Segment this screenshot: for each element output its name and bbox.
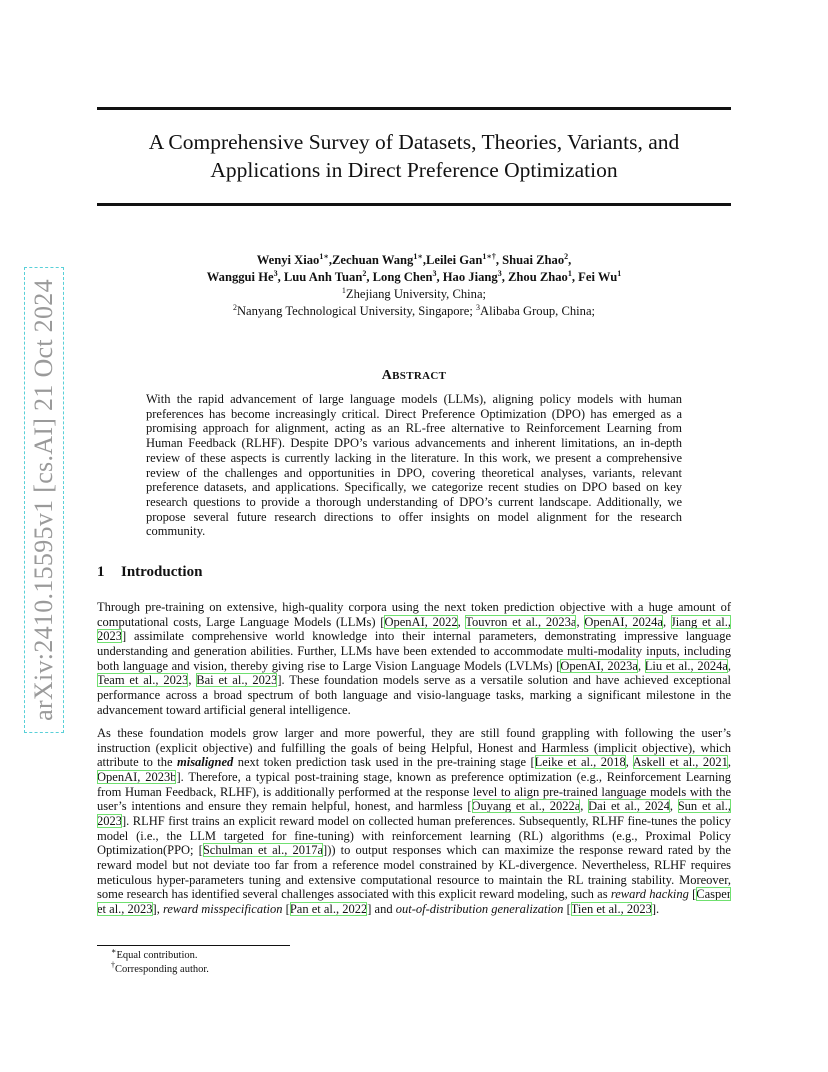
citation-link[interactable]: Bai et al., 2023 bbox=[196, 673, 278, 688]
title-rule-bottom bbox=[97, 203, 731, 206]
citation-link[interactable]: Sun et al., 2023 bbox=[97, 799, 732, 828]
arxiv-side-stamp: arXiv:2410.15595v1 [cs.AI] 21 Oct 2024 bbox=[29, 279, 58, 721]
title-rule-top bbox=[97, 107, 731, 110]
paper-title: A Comprehensive Survey of Datasets, Theories, Variants, and Applications in Direct Preference Optimization bbox=[148, 130, 680, 182]
abstract-heading: ABSTRACT bbox=[381, 368, 447, 383]
citation-link[interactable]: Casper et al., 2023 bbox=[97, 887, 731, 916]
affiliation-1: $^1$Zhejiang University, China; bbox=[341, 285, 487, 301]
author-block bbox=[97, 252, 731, 320]
author-names: Wenyi Xiao$^{1∗}$,Zechuan Wang$^{1∗}$,Leilei Gan$^{1∗\dagger}$, Shuai Zhao$^2$, Wanggui He$^3$, Luu Anh Tuan$^2$, Long Chen$^3$, Hao Jiang$^3$, Zhou Zhao$^1$, Fei Wu$^1$ bbox=[206, 251, 622, 284]
affiliation-2: $^2$Nanyang Technological University, Singapore; $^3$Alibaba Group, China; bbox=[232, 302, 596, 318]
footnote-rule bbox=[97, 945, 290, 946]
citation-link[interactable]: Askell et al., 2021 bbox=[632, 755, 728, 770]
citation-link[interactable]: OpenAI, 2023b bbox=[97, 769, 177, 784]
abstract-text: With the rapid advancement of large language models (LLMs), aligning policy models with human preferences has become increasingly critical. Direct Preference Optimization (DPO) has emerged as a promising approach for alignment, acting as an RL-free alternative to Reinforcement Learning from Human Feedback (RLHF). Despite DPO’s various advancements and inherent limitations, an in-depth review of these aspects is currently lacking in the literature. In this work, we present a comprehensive review of the challenges and opportunities in DPO, covering theoretical analyses, variants, relevant preference datasets, and applications. Specifically, we categorize recent studies on DPO based on key research questions to provide a thorough understanding of DPO’s current landscape. Additionally, we propose several future research directions to offer insights on model alignment for the research community. bbox=[146, 392, 682, 539]
citation-link[interactable]: Dai et al., 2024 bbox=[588, 799, 670, 814]
citation-link[interactable]: OpenAI, 2024a bbox=[584, 614, 663, 629]
footnote-corresponding-author: †Corresponding author. bbox=[111, 960, 209, 975]
footnote-equal-contribution: ∗Equal contribution. bbox=[111, 946, 198, 961]
citation-link[interactable]: Team et al., 2023 bbox=[97, 673, 189, 688]
citation-link[interactable]: Leike et al., 2018 bbox=[534, 755, 626, 770]
citation-link[interactable]: Ouyang et al., 2022a bbox=[471, 799, 581, 814]
citation-link[interactable]: Liu et al., 2024a bbox=[644, 658, 728, 673]
citation-link[interactable]: Jiang et al., 2023 bbox=[97, 614, 731, 644]
citation-link[interactable]: Pan et al., 2022 bbox=[289, 901, 368, 916]
citation-link[interactable]: OpenAI, 2023a bbox=[560, 658, 638, 673]
intro-paragraph-2: As these foundation models grow larger and more powerful, they are still found grappling with following the user’s instruction (explicit objective) and fulfilling the goals of being Helpful, Honest and Harmless (implicit objective), which attribute to the misaligned next token prediction task used in the pre-training stage [Leike et al., 2018, Askell et al., 2021, OpenAI, 2023b]. Therefore, a typical post-training stage, known as preference optimization (e.g., Reinforcement Learning from Human Feedback, RLHF), is additionally performed at the response level to align pre-trained language models with the user’s intentions and ensure they remain helpful, honest, and harmless [Ouyang et al., 2022a, Dai et al., 2024, Sun et al., 2023]. RLHF first trains an explicit reward model on collected human preferences. Subsequently, RLHF fine-tunes the policy model (i.e., the LLM targeted for fine-tuning) with reinforcement learning (RL) algorithms (e.g., Proximal Policy Optimization(PPO; [Schulman et al., 2017a])) to output responses which can maximize the response reward rated by the reward model but not deviate too far from a reference model constrained by KL-divergence. Nevertheless, RLHF requires meticulous hyper-parameters tuning and extensive computational resource to maintain the RL training stability. Moreover, some research has identified several challenges associated with this explicit reward modeling, such as reward hacking [Casper et al., 2023], reward misspecification [Pan et al., 2022] and out-of-distribution generalization [Tien et al., 2023]. bbox=[97, 726, 732, 916]
citation-link[interactable]: Schulman et al., 2017a bbox=[202, 843, 324, 858]
intro-paragraph-1: Through pre-training on extensive, high-quality corpora using the next token prediction objective with a huge amount of computational costs, Large Language Models (LLMs) [OpenAI, 2022, Touvron et al., 2023a, OpenAI, 2024a, Jiang et al., 2023] assimilate comprehensive world knowledge into their internal parameters, demonstrating impressive language understanding and generation abilities. Further, LLMs have been extended to accommodate multi-modality inputs, including both language and vision, thereby giving rise to Large Vision Language Models (LVLMs) [OpenAI, 2023a, Liu et al., 2024a, Team et al., 2023, Bai et al., 2023]. These foundation models serve as a versatile solution and have achieved exceptional performance across a broad spectrum of both language and visio-language tasks, marking a significant milestone in the advancement toward artificial general intelligence. bbox=[97, 600, 732, 717]
section-heading: 1 Introduction bbox=[97, 564, 203, 580]
citation-link[interactable]: Touvron et al., 2023a bbox=[465, 614, 577, 629]
citation-link[interactable]: OpenAI, 2022 bbox=[384, 614, 458, 629]
citation-link[interactable]: Tien et al., 2023 bbox=[570, 901, 652, 916]
